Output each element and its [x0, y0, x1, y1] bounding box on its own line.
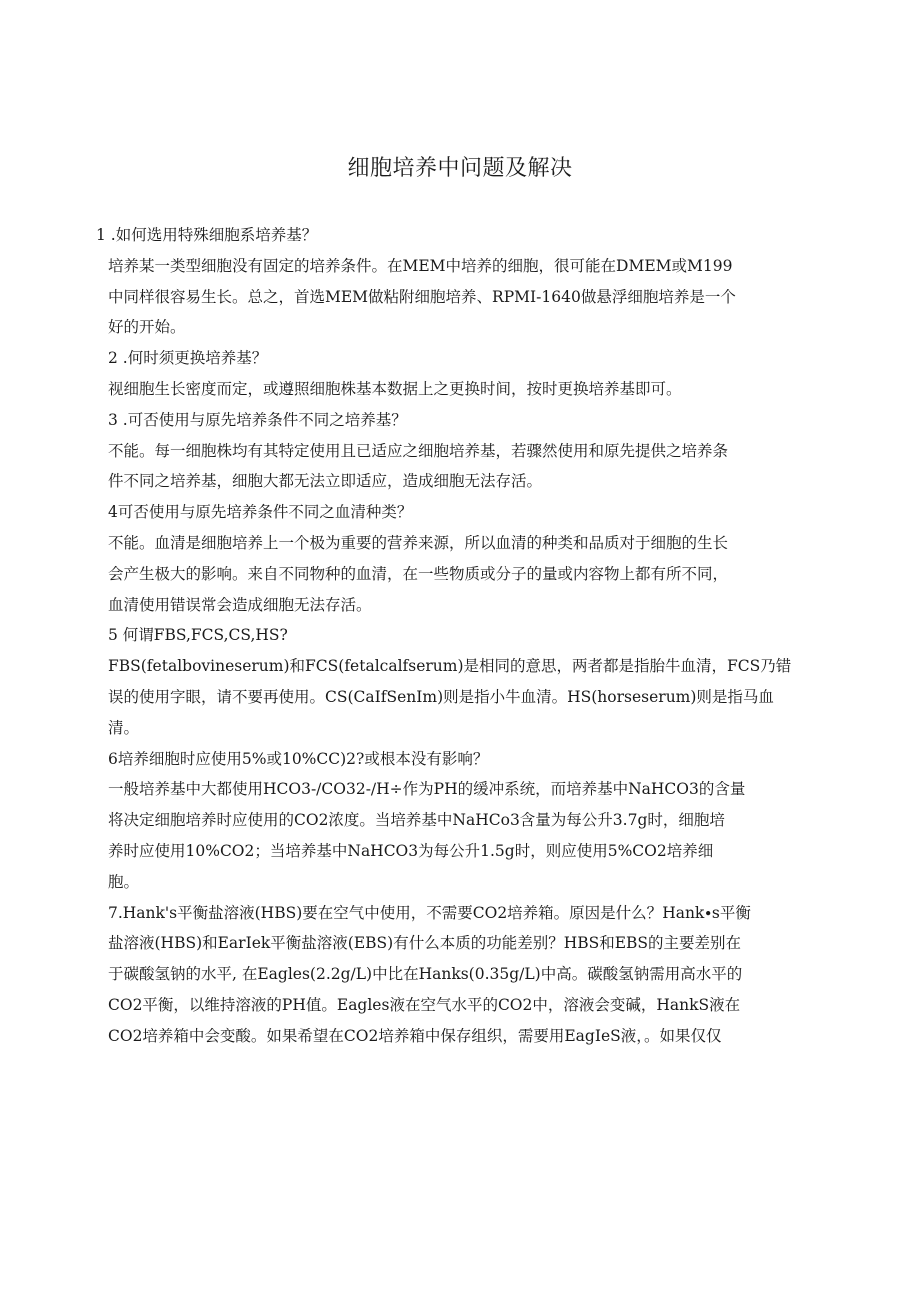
page-title: 细胞培养中问题及解决 — [347, 156, 573, 181]
question-2: 2 .何时须更换培养基？ — [108, 349, 268, 368]
answer-1 — [108, 251, 792, 343]
answer-line: CO2培养箱中会变酸。如果希望在CO2培养箱中保存组织，需要用EagIeS液，。如果仅仅 — [108, 1026, 722, 1045]
answer-line: 好的开始。 — [108, 318, 186, 337]
answer-line: 不能。每一细胞株均有其特定使用且已适应之细胞培养基，若骤然使用和原先提供之培养条 — [108, 441, 729, 460]
answer-7 — [108, 898, 792, 1052]
answer-line: 误的使用字眼，请不要再使用。CS(CaIfSenIm)则是指小牛血清。HS(horseserum)则是指马血 — [108, 687, 774, 706]
question-4: 4可否使用与原先培养条件不同之血清种类？ — [108, 503, 413, 522]
answer-line: 培养某一类型细胞没有固定的培养条件。在MEM中培养的细胞，很可能在DMEM或M199 — [108, 256, 733, 275]
answer-line: 于碳酸氢钠的水平, 在Eagles(2.2g∕L)中比在Hanks(0.35g∕L)中高。碳酸氢钠需用高水平的 — [108, 965, 743, 984]
answer-2 — [108, 374, 792, 405]
answer-line: 清。 — [108, 718, 140, 737]
answer-line: 中同样很容易生长。总之，首选MEM做粘附细胞培养、RPMI-1640做悬浮细胞培养是一个 — [108, 287, 736, 306]
answer-6 — [108, 774, 792, 897]
question-1: 1 .如何选用特殊细胞系培养基？ — [96, 226, 318, 244]
question-3: 3 .可否使用与原先培养条件不同之培养基？ — [108, 410, 407, 429]
answer-line: 胞。 — [108, 872, 140, 891]
answer-line: 盐溶液(HBS)和EarIek平衡盐溶液(EBS)有什么本质的功能差别？HBS和EBS的主要差别在 — [108, 934, 742, 953]
answer-5 — [108, 651, 792, 743]
answer-line: CO2平衡，以维持溶液的PH值。Eagles液在空气水平的CO2中，溶液会变碱，HankS液在 — [108, 995, 741, 1014]
question-5: 5 何谓FBS,FCS,CS,HS? — [108, 626, 288, 645]
answer-line: 一般培养基中大都使用HCO3-∕CO32-∕H÷作为PH的缓冲系统，而培养基中NaHCO3的含量 — [108, 780, 746, 799]
answer-line: 会产生极大的影响。来自不同物种的血清，在一些物质或分子的量或内容物上都有所不同， — [108, 564, 729, 583]
answer-line: FBS(fetalbovineserum)和FCS(fetalcalfserum)是相同的意思，两者都是指胎牛血清，FCS乃错 — [108, 657, 792, 676]
answer-line: 视细胞生长密度而定，或遵照细胞株基本数据上之更换时间，按时更换培养基即可。 — [108, 379, 682, 398]
answer-line: 养时应使用10%CO2；当培养基中NaHCO3为每公升1.5g时，则应使用5%CO2培养细 — [108, 841, 714, 860]
answer-line: 7.Hank's平衡盐溶液(HBS)要在空气中使用，不需要CO2培养箱。原因是什么？Hank∙s平衡 — [108, 903, 751, 922]
document-body — [96, 220, 792, 1052]
question-6: 6培养细胞时应使用5%或10%CC)2?或根本没有影响？ — [108, 749, 489, 768]
answer-line: 不能。血清是细胞培养上一个极为重要的营养来源，所以血清的种类和品质对于细胞的生长 — [108, 533, 729, 552]
answer-3 — [108, 436, 792, 498]
answer-line: 将决定细胞培养时应使用的CO2浓度。当培养基中NaHCo3含量为每公升3.7g时，细胞培 — [108, 811, 725, 830]
answer-line: 血清使用错误常会造成细胞无法存活。 — [108, 595, 372, 614]
answer-4 — [108, 528, 792, 620]
answer-line: 件不同之培养基，细胞大都无法立即适应，造成细胞无法存活。 — [108, 472, 543, 491]
